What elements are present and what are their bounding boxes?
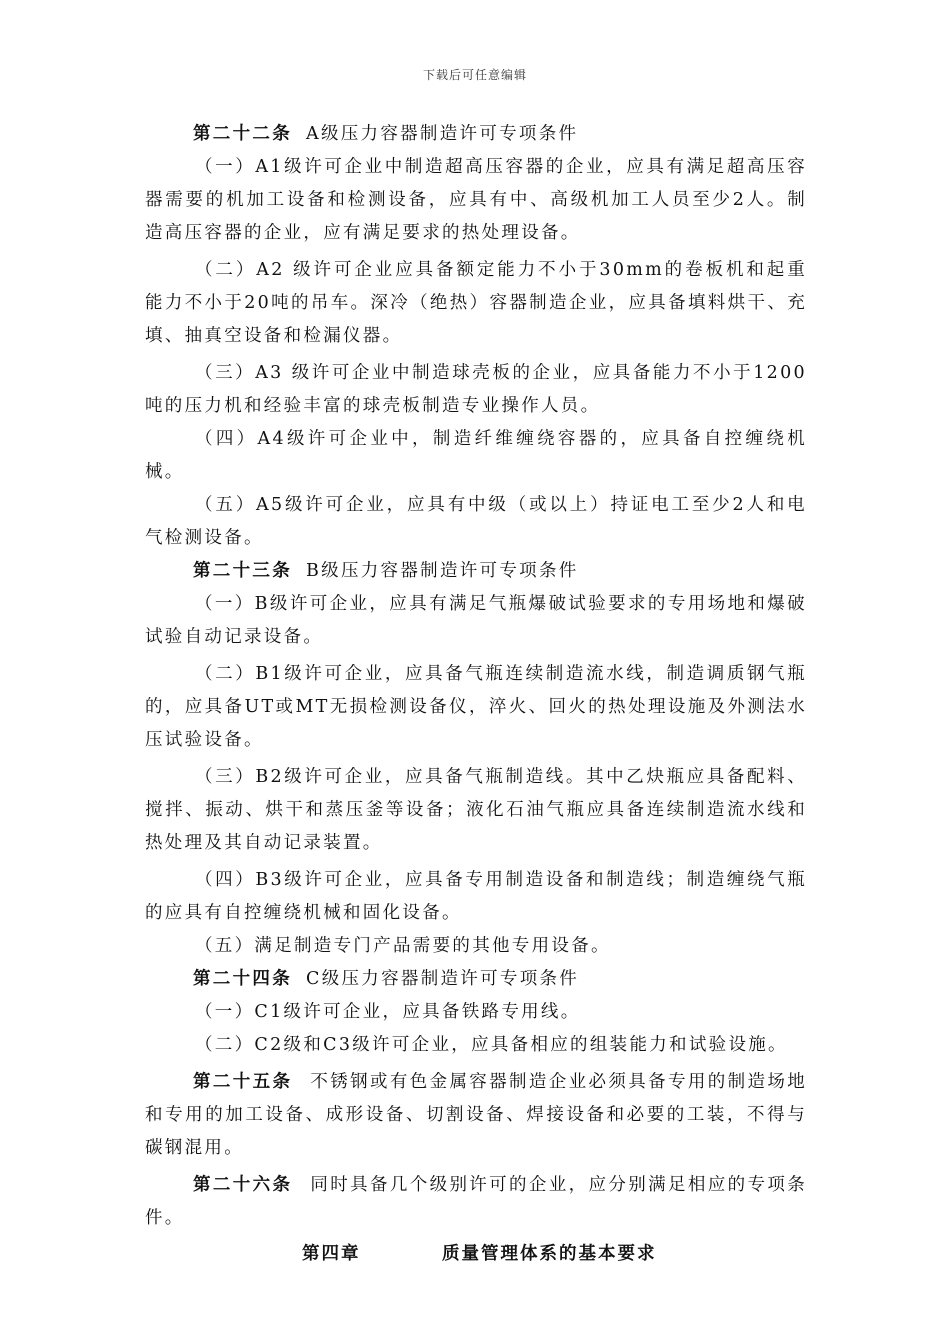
article-22-item-4: （四）A4级许可企业中，制造纤维缠绕容器的，应具备自控缠绕机械。 (145, 429, 807, 482)
article-22-item-2: （二）A2 级许可企业应具备额定能力不小于30mm的卷板机和起重能力不小于20吨的吊车。深冷（绝热）容器制造企业，应具备填料烘干、充填、抽真空设备和检漏仪器。 (145, 260, 807, 346)
article-title: B级压力容器制造许可专项条件 (306, 561, 579, 581)
article-label: 第二十二条 (193, 124, 292, 144)
article-label: 第二十六条 (193, 1175, 293, 1195)
article-title: A级压力容器制造许可专项条件 (306, 124, 579, 144)
article-22-item-1: （一）A1级许可企业中制造超高压容器的企业，应具有满足超高压容器需要的机加工设备和检测设备，应具有中、高级机加工人员至少2人。制造高压容器的企业，应有满足要求的热处理设备。 (145, 157, 807, 243)
chapter-title: 质量管理体系的基本要求 (442, 1244, 657, 1264)
article-22-item-5: （五）A5级许可企业，应具有中级（或以上）持证电工至少2人和电气检测设备。 (145, 495, 807, 548)
article-label: 第二十五条 (193, 1072, 293, 1092)
article-24-item-1: （一）C1级许可企业，应具备铁路专用线。 (195, 1002, 581, 1022)
chapter-number: 第四章 (302, 1244, 361, 1264)
article-24-heading (145, 963, 807, 996)
article-text: 不锈钢或有色金属容器制造企业必须具备专用的制造场地和专用的加工设备、成形设备、切割设备、焊接设备和必要的工装，不得与碳钢混用。 (145, 1072, 808, 1158)
article-text: 同时具备几个级别许可的企业，应分别满足相应的专项条件。 (145, 1175, 808, 1228)
article-26 (145, 1169, 807, 1235)
document-body (145, 118, 807, 1271)
article-label: 第二十三条 (193, 561, 292, 581)
article-23-item-2: （二）B1级许可企业，应具备气瓶连续制造流水线，制造调质钢气瓶的，应具备UT或MT无损检测设备仪，淬火、回火的热处理设施及外测法水压试验设备。 (145, 664, 807, 750)
article-23-heading (145, 555, 807, 588)
article-22-heading (145, 118, 807, 151)
chapter-heading (145, 1238, 807, 1271)
article-23-item-1: （一）B级许可企业，应具有满足气瓶爆破试验要求的专用场地和爆破试验自动记录设备。 (145, 594, 807, 647)
article-title: C级压力容器制造许可专项条件 (306, 969, 580, 989)
article-22-item-3: （三）A3 级许可企业中制造球壳板的企业，应具备能力不小于1200吨的压力机和经验丰富的球壳板制造专业操作人员。 (145, 363, 807, 416)
article-25 (145, 1066, 807, 1165)
article-23-item-5: （五）满足制造专门产品需要的其他专用设备。 (195, 936, 611, 956)
article-23-item-4: （四）B3级许可企业，应具备专用制造设备和制造线；制造缠绕气瓶的应具有自控缠绕机械和固化设备。 (145, 870, 807, 923)
page-header-note: 下载后可任意编辑 (422, 68, 527, 82)
article-23-item-3: （三）B2级许可企业，应具备气瓶制造线。其中乙炔瓶应具备配料、搅拌、振动、烘干和蒸压釜等设备；液化石油气瓶应具备连续制造流水线和热处理及其自动记录装置。 (145, 767, 807, 853)
article-24-item-2: （二）C2级和C3级许可企业，应具备相应的组装能力和试验设施。 (195, 1035, 788, 1055)
article-label: 第二十四条 (193, 969, 292, 989)
